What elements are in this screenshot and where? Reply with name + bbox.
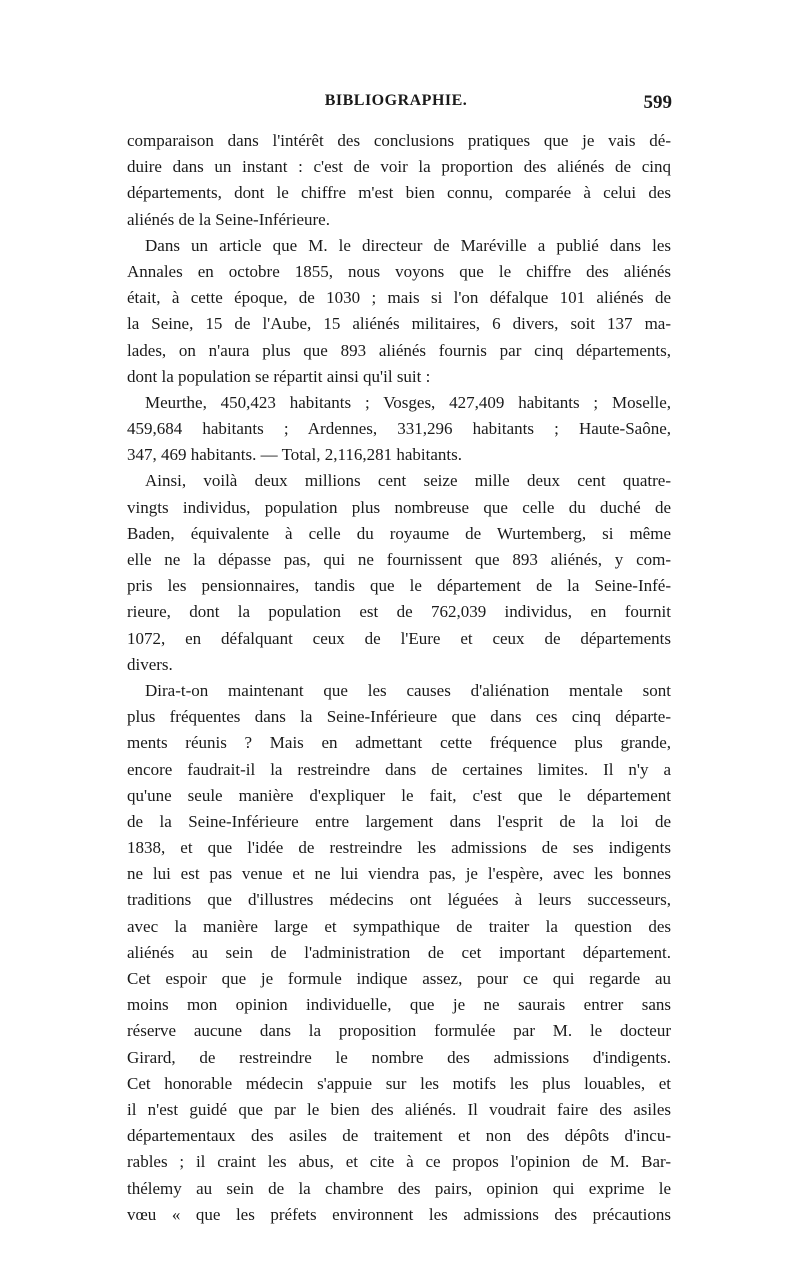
text-line: Baden, équivalente à celle du royaume de Wurtemberg, si même	[127, 523, 671, 543]
text-line: ments réunis ? Mais en admettant cette fréquence plus grande,	[127, 733, 671, 753]
text-line: la Seine, 15 de l'Aube, 15 aliénés militaires, 6 divers, soit 137 ma-	[127, 314, 671, 334]
text-line: réserve aucune dans la proposition formulée par M. le docteur	[127, 1021, 671, 1041]
text-line: il n'est guidé que par le bien des aliénés. Il voudrait faire des asiles	[127, 1099, 671, 1119]
text-line: aliénés au sein de l'administration de cet important département.	[127, 942, 671, 962]
text-line: avec la manière large et sympathique de traiter la question des	[127, 916, 671, 936]
text-line: 459,684 habitants ; Ardennes, 331,296 habitants ; Haute-Saône,	[127, 419, 671, 439]
text-line: Cet honorable médecin s'appuie sur les motifs les plus louables, et	[127, 1073, 671, 1093]
text-line: duire dans un instant : c'est de voir la proportion des aliénés de cinq	[127, 157, 671, 177]
text-line: de la Seine-Inférieure entre largement dans l'esprit de la loi de	[127, 811, 671, 831]
text-line: Cet espoir que je formule indique assez, pour ce qui regarde au	[127, 969, 671, 988]
text-line: encore faudrait-il la restreindre dans de certaines limites. Il n'y a	[127, 759, 671, 779]
running-title: BIBLIOGRAPHIE.	[324, 92, 468, 109]
text-line: qu'une seule manière d'expliquer le fait, c'est que le département	[127, 785, 671, 805]
text-line: divers.	[127, 654, 173, 674]
text-line: 347, 469 habitants. — Total, 2,116,281 habitants.	[127, 445, 463, 465]
text-line: traditions que d'illustres médecins ont léguées à leurs successeurs,	[127, 890, 671, 910]
page-number: 599	[643, 92, 672, 113]
text-line: Girard, de restreindre le nombre des admissions d'indigents.	[127, 1047, 671, 1067]
text-line: pris les pensionnaires, tandis que le département de la Seine-Infé-	[127, 576, 671, 596]
text-line: vœu « que les préfets environnent les admissions des précautions	[127, 1204, 671, 1224]
text-line: 1838, et que l'idée de restreindre les admissions de ses indigents	[127, 838, 671, 858]
text-line: moins mon opinion individuelle, que je ne saurais entrer sans	[127, 995, 671, 1015]
body-text	[127, 128, 671, 1228]
text-line: ne lui est pas venue et ne lui viendra pas, je l'espère, avec les bonnes	[127, 864, 671, 884]
text-line: vingts individus, population plus nombreuse que celle du duché de	[127, 497, 671, 517]
text-line: Dira-t-on maintenant que les causes d'aliénation mentale sont	[145, 680, 671, 700]
text-line: comparaison dans l'intérêt des conclusions pratiques que je vais dé-	[127, 131, 671, 150]
text-line: départements, dont le chiffre m'est bien connu, comparée à celui des	[127, 183, 671, 203]
text-line: était, à cette époque, de 1030 ; mais si l'on défalque 101 aliénés de	[127, 288, 671, 308]
text-line: Annales en octobre 1855, nous voyons que le chiffre des aliénés	[127, 261, 671, 281]
text-line: 1072, en défalquant ceux de l'Eure et ceux de départements	[127, 628, 671, 648]
text-line: Ainsi, voilà deux millions cent seize mille deux cent quatre-	[145, 471, 671, 491]
running-header	[120, 92, 672, 116]
text-line: départementaux des asiles de traitement et non des dépôts d'incu-	[127, 1126, 671, 1146]
text-line: rables ; il craint les abus, et cite à ce propos l'opinion de M. Bar-	[127, 1152, 671, 1172]
text-line: rieure, dont la population est de 762,039 individus, en fournit	[127, 602, 671, 622]
text-line: elle ne la dépasse pas, qui ne fournissent que 893 aliénés, y com-	[127, 550, 671, 569]
text-line: plus fréquentes dans la Seine-Inférieure que dans ces cinq départe-	[127, 707, 671, 727]
text-line: lades, on n'aura plus que 893 aliénés fournis par cinq départements,	[127, 340, 671, 360]
text-line: aliénés de la Seine-Inférieure.	[127, 209, 330, 229]
text-line: Dans un article que M. le directeur de Maréville a publié dans les	[145, 235, 671, 255]
text-line: Meurthe, 450,423 habitants ; Vosges, 427,409 habitants ; Moselle,	[145, 392, 671, 412]
text-line: dont la population se répartit ainsi qu'il suit :	[127, 366, 431, 386]
text-line: thélemy au sein de la chambre des pairs, opinion qui exprime le	[127, 1178, 671, 1198]
